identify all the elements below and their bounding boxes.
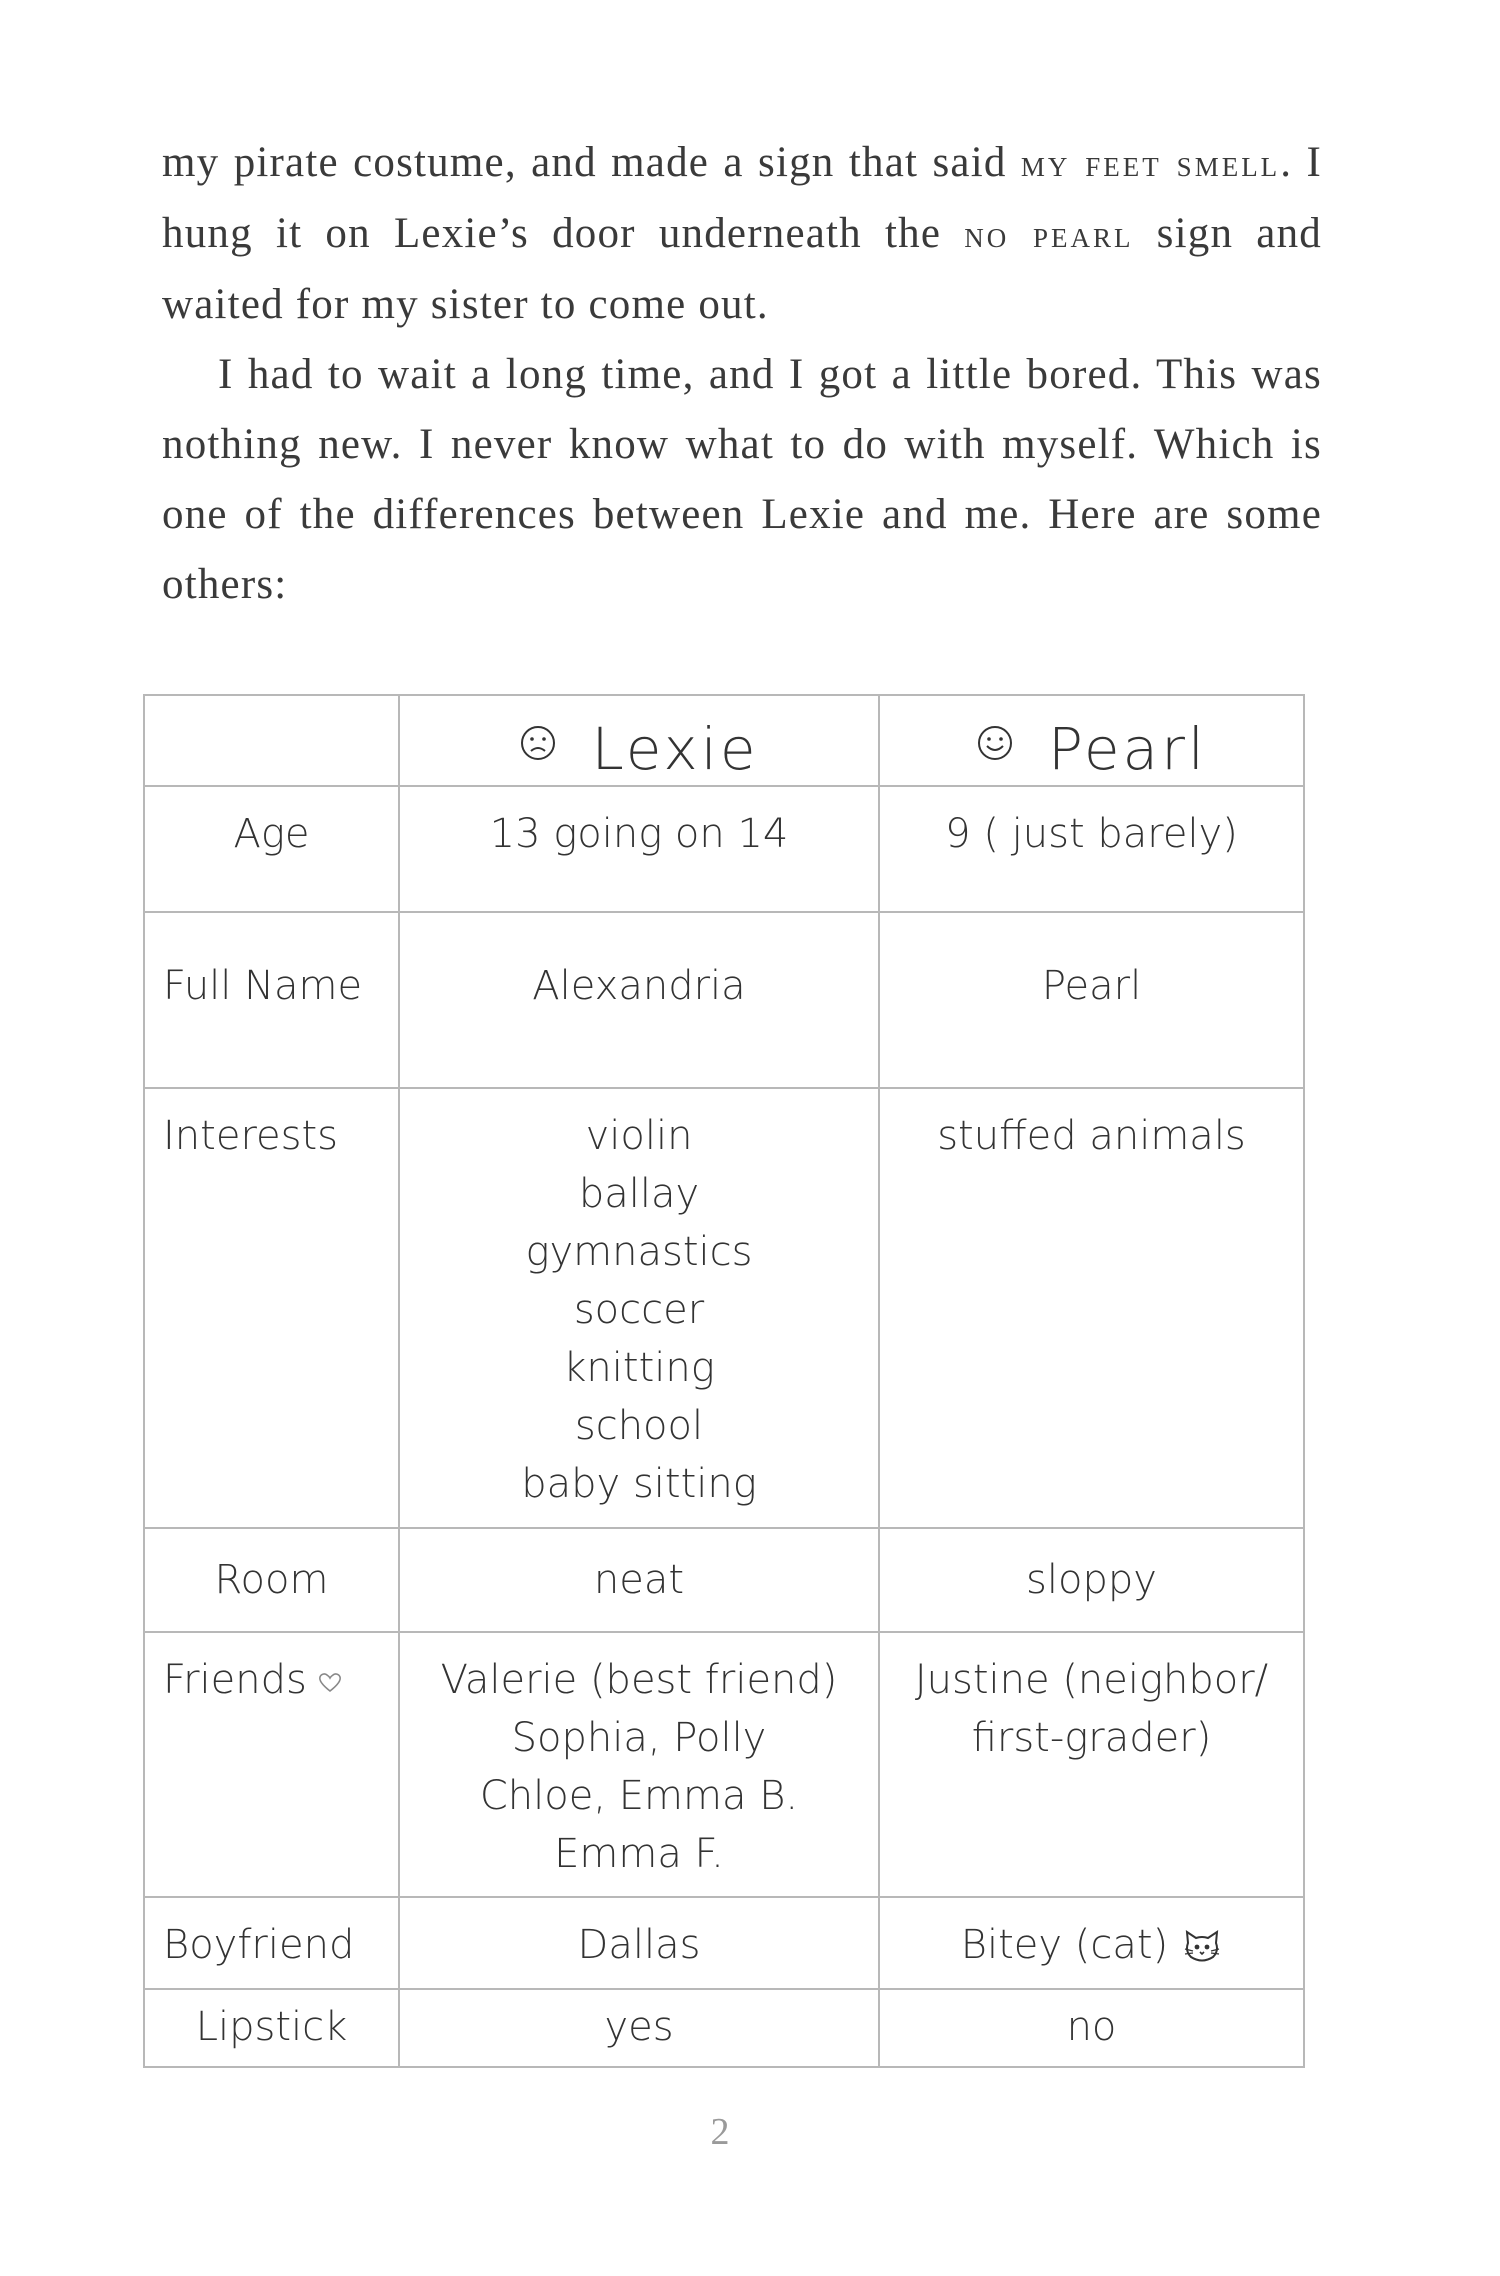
row-label-friends bbox=[144, 1632, 399, 1897]
cell-lexie-age: 13 going on 14 bbox=[399, 786, 879, 912]
list-item: knitting bbox=[563, 1344, 715, 1391]
cell-lexie-room: neat bbox=[399, 1528, 879, 1632]
cat-face-icon bbox=[1182, 1929, 1222, 1965]
cell-pearl-boyfriend bbox=[879, 1897, 1304, 1989]
p1-text-a: my pirate costume, and made a sign that said bbox=[162, 139, 1021, 186]
row-label-age: Age bbox=[144, 786, 399, 912]
list-item: Valerie (best friend) bbox=[440, 1656, 838, 1703]
row-label-boyfriend: Boyfriend bbox=[144, 1897, 399, 1989]
sign-no-pearl: no pearl bbox=[964, 214, 1134, 256]
row-label-friends-text: Friends bbox=[163, 1656, 307, 1703]
cell-pearl-boyfriend-text: Bitey (cat) bbox=[960, 1921, 1169, 1968]
cell-pearl-full-name: Pearl bbox=[879, 912, 1304, 1088]
cell-pearl-friends bbox=[879, 1632, 1304, 1897]
table-header-row bbox=[144, 695, 1304, 786]
list-item: baby sitting bbox=[521, 1460, 757, 1507]
row-label-full-name: Full Name bbox=[144, 912, 399, 1088]
list-item: violin bbox=[585, 1112, 693, 1159]
list-item: soccer bbox=[573, 1286, 705, 1333]
table-row bbox=[144, 1632, 1304, 1897]
list-item: gymnastics bbox=[525, 1228, 753, 1275]
cell-lexie-boyfriend: Dallas bbox=[399, 1897, 879, 1989]
list-item: Sophia, Polly bbox=[511, 1714, 767, 1761]
table-row bbox=[144, 912, 1304, 1088]
cell-pearl-room: sloppy bbox=[879, 1528, 1304, 1632]
row-label-lipstick: Lipstick bbox=[144, 1989, 399, 2067]
cell-pearl-interests: stuffed animals bbox=[879, 1088, 1304, 1528]
row-label-interests: Interests bbox=[144, 1088, 399, 1528]
sign-my-feet-smell: my feet smell bbox=[1020, 143, 1281, 185]
comparison-table bbox=[143, 694, 1305, 2068]
heart-icon bbox=[317, 1671, 343, 1693]
table-row bbox=[144, 1897, 1304, 1989]
row-label-room: Room bbox=[144, 1528, 399, 1632]
table-row bbox=[144, 1989, 1304, 2067]
paragraph-2: I had to wait a long time, and I got a little bored. This was nothing new. I never know what to do with myself. Which is one of the differences between Lexie and me. Here are some others: bbox=[162, 351, 1322, 608]
smiley-face-icon bbox=[976, 724, 1014, 762]
table-row bbox=[144, 1528, 1304, 1632]
cell-lexie-friends bbox=[399, 1632, 879, 1897]
list-item: ballay bbox=[578, 1170, 700, 1217]
column-head-pearl bbox=[879, 695, 1304, 786]
table-row bbox=[144, 1088, 1304, 1528]
list-item: school bbox=[574, 1402, 704, 1449]
column-head-lexie bbox=[399, 695, 879, 786]
list-item: first-grader) bbox=[971, 1714, 1212, 1761]
p1-text-b: . I hung it on Lexie’s door underneath the bbox=[162, 139, 1323, 257]
sad-face-icon bbox=[519, 724, 557, 762]
comparison-table-wrap bbox=[143, 694, 1303, 2068]
page-number: 2 bbox=[710, 2111, 730, 2153]
list-item: Justine (neighbor/ bbox=[914, 1656, 1269, 1703]
p1-text-c: sign and waited for my sister to come out. bbox=[162, 210, 1322, 328]
column-label-pearl: Pearl bbox=[1047, 714, 1208, 783]
column-label-lexie: Lexie bbox=[591, 714, 759, 783]
list-item: Emma F. bbox=[554, 1830, 724, 1877]
paragraph-1 bbox=[162, 128, 1322, 340]
table-row bbox=[144, 786, 1304, 912]
cell-lexie-full-name: Alexandria bbox=[399, 912, 879, 1088]
corner-cell bbox=[144, 695, 399, 786]
list-item: Chloe, Emma B. bbox=[479, 1772, 799, 1819]
cell-pearl-age: 9 ( just barely) bbox=[879, 786, 1304, 912]
cell-lexie-lipstick: yes bbox=[399, 1989, 879, 2067]
cell-pearl-lipstick: no bbox=[879, 1989, 1304, 2067]
cell-lexie-interests bbox=[399, 1088, 879, 1528]
body-text bbox=[162, 128, 1322, 620]
